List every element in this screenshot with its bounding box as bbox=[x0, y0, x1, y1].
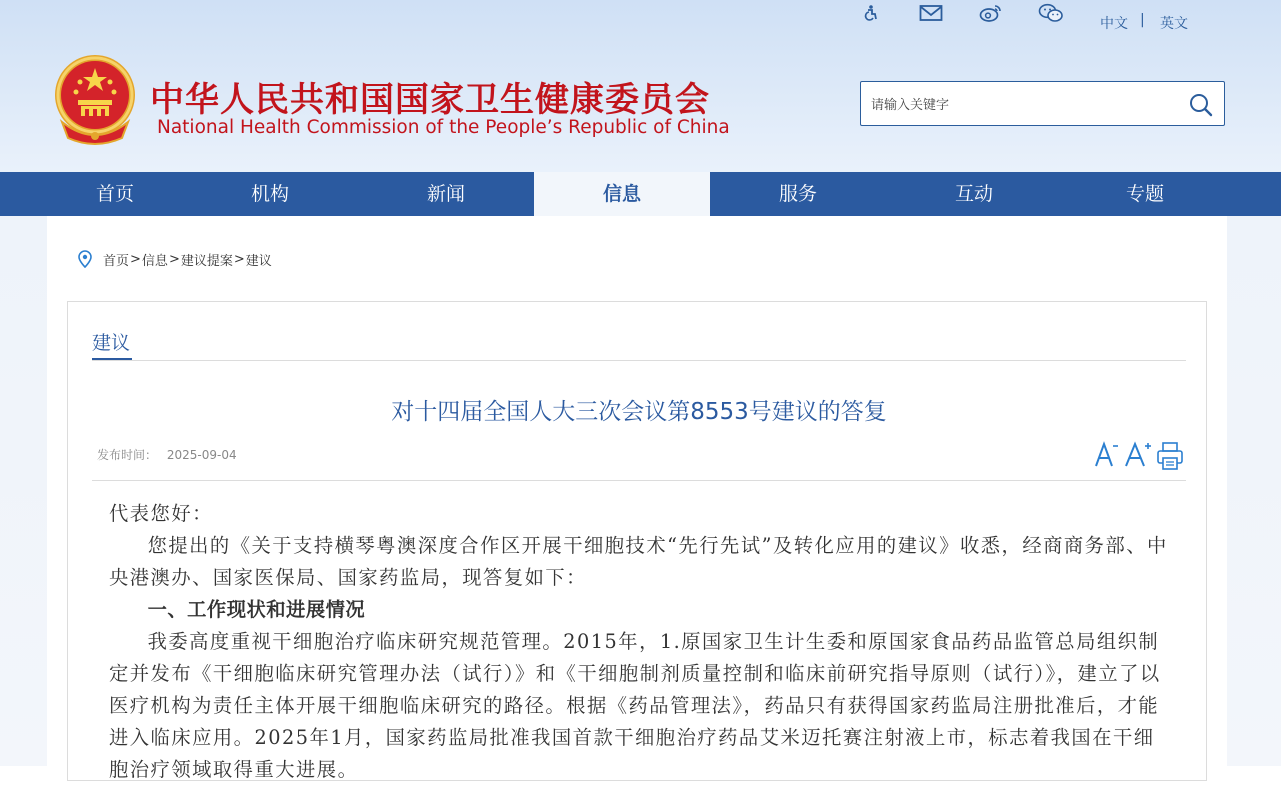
section-title: 建议 bbox=[92, 332, 131, 354]
lang-separator: | bbox=[1140, 12, 1145, 28]
search-input[interactable] bbox=[869, 92, 1173, 118]
article-tools bbox=[1094, 438, 1184, 472]
paragraph: 我委高度重视干细胞治疗临床研究规范管理。2015年，1.原国家卫生计生委和原国家食品药品监管总局组织制定并发布《干细胞临床研究管理办法（试行）》和《干细胞制剂质量控制和临床前研究指导原则（试行）》，建立了以医疗机构为责任主体开展干细胞临床研究的路径。根据《药品管理法》，药品只有获得国家药监局注册批准后，才能进入临床应用。2025年1月，国家药监局批准我国首款干细胞治疗药品艾米迈托赛注射液上市，标志着我国在干细胞治疗领域取得重大进展。 bbox=[109, 630, 1161, 781]
breadcrumb-home[interactable]: 首页 bbox=[103, 253, 130, 269]
section-title-underline bbox=[92, 358, 132, 360]
print-icon bbox=[1156, 438, 1184, 472]
nav-item-news[interactable]: 新闻 bbox=[426, 183, 465, 205]
wechat-icon[interactable] bbox=[1038, 2, 1064, 24]
breadcrumb-suggestions[interactable]: 建议 bbox=[245, 253, 272, 269]
print-button[interactable] bbox=[1156, 438, 1184, 472]
breadcrumb-information[interactable]: 信息 bbox=[141, 253, 168, 269]
search-box bbox=[860, 81, 1225, 126]
font-increase-button[interactable] bbox=[1124, 438, 1154, 470]
font-increase-icon bbox=[1124, 438, 1154, 470]
main-nav bbox=[0, 172, 1281, 216]
font-decrease-button[interactable] bbox=[1094, 438, 1120, 470]
breadcrumb-separator: > bbox=[233, 251, 245, 267]
breadcrumb-separator: > bbox=[168, 251, 180, 267]
breadcrumb-suggestions-proposals[interactable]: 建议提案 bbox=[180, 253, 233, 269]
paragraph: 您提出的《关于支持横琴粤澳深度合作区开展干细胞技术“先行先试”及转化应用的建议》收悉，经商商务部、中央港澳办、国家医保局、国家药监局，现答复如下： bbox=[109, 534, 1168, 589]
font-decrease-icon bbox=[1094, 438, 1120, 470]
section-heading: 一、工作现状和进展情况 bbox=[147, 598, 366, 621]
article-title: 对十四届全国人大三次会议第8553号建议的答复 bbox=[391, 399, 887, 425]
meta-divider bbox=[92, 480, 1186, 481]
breadcrumb bbox=[78, 249, 272, 269]
national-emblem[interactable] bbox=[50, 52, 140, 148]
nav-item-organization[interactable]: 机构 bbox=[250, 183, 289, 205]
nav-item-services[interactable]: 服务 bbox=[778, 183, 817, 205]
article-body bbox=[109, 498, 1174, 786]
accessibility-icon[interactable] bbox=[858, 2, 884, 24]
site-title-chinese: 中华人民共和国国家卫生健康委员会 bbox=[150, 80, 710, 120]
greeting: 代表您好： bbox=[109, 502, 213, 525]
nav-item-topics[interactable]: 专题 bbox=[1125, 183, 1164, 205]
search-icon bbox=[1188, 92, 1214, 118]
lang-chinese-link[interactable]: 中文 bbox=[1100, 16, 1128, 32]
section-divider bbox=[92, 360, 1186, 361]
publish-date bbox=[97, 446, 237, 463]
mail-icon[interactable] bbox=[918, 2, 944, 24]
nav-item-home[interactable]: 首页 bbox=[95, 183, 134, 205]
publish-date-label: 发布时间： bbox=[97, 448, 158, 462]
search-button[interactable] bbox=[1188, 92, 1214, 118]
nav-item-information[interactable]: 信息 bbox=[534, 172, 710, 216]
lang-english-link[interactable]: 英文 bbox=[1160, 16, 1188, 32]
location-pin-icon bbox=[78, 250, 92, 268]
publish-date-value: 2025-09-04 bbox=[166, 448, 237, 462]
site-title-english: National Health Commission of the People’s Republic of China bbox=[157, 117, 730, 138]
breadcrumb-separator: > bbox=[130, 251, 141, 267]
site-header bbox=[0, 0, 1281, 172]
weibo-icon[interactable] bbox=[978, 2, 1004, 24]
nav-item-interaction[interactable]: 互动 bbox=[954, 183, 993, 205]
